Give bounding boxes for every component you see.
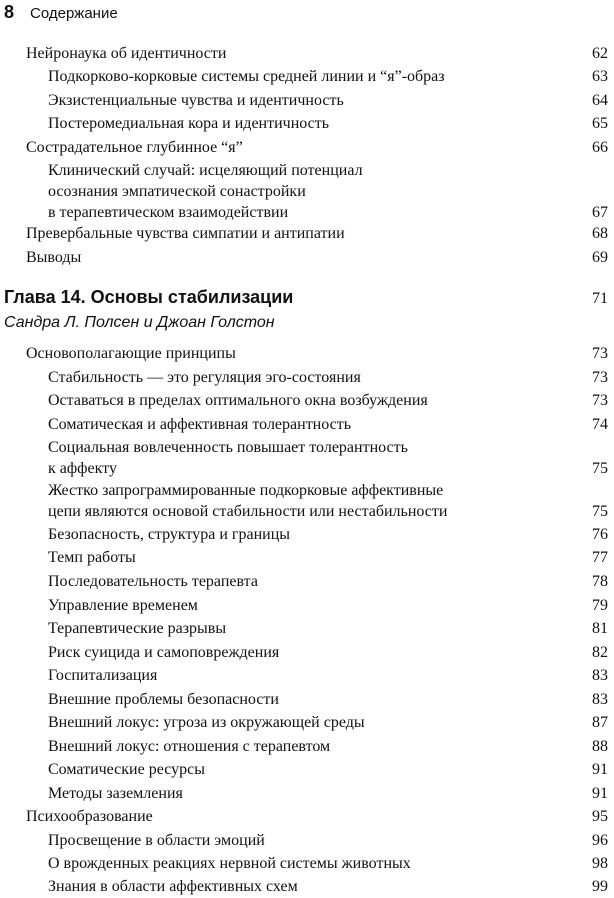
toc-entry-title: Экзистенциальные чувства и идентичность [48, 92, 344, 109]
toc-entry-page: 98 [592, 855, 608, 872]
toc-entry-page: 66 [592, 139, 608, 156]
toc-entry-page: 96 [592, 832, 608, 849]
toc-entry-line: Клинический случай: исцеляющий потенциал [48, 162, 363, 179]
toc-entry-title: Внешние проблемы безопасности [48, 691, 279, 708]
toc-entry-page: 62 [592, 45, 608, 62]
toc-entry [0, 437, 614, 479]
toc-entry-title: Превербальные чувства симпатии и антипатии [26, 225, 345, 242]
toc-entry-title: Просвещение в области эмоций [48, 832, 265, 849]
toc-entry-title [48, 160, 363, 223]
toc-entry-page: 69 [592, 249, 608, 266]
toc-entry-page: 75 [592, 503, 608, 520]
toc-entry-page: 81 [592, 620, 608, 637]
toc-entry-title: Нейронаука об идентичности [26, 45, 227, 62]
toc-entry-page: 67 [592, 204, 608, 221]
toc-entry-line: в терапевтическом взаимодействии [48, 204, 289, 221]
toc-entry [0, 480, 614, 522]
toc-entry-line: осознания эмпатической сонастройки [48, 183, 306, 200]
toc-entry-page: 87 [592, 714, 608, 731]
toc-entry-title: Безопасность, структура и границы [48, 526, 291, 543]
toc-entry-page: 91 [592, 761, 608, 778]
toc-entry-title: Госпитализация [48, 667, 158, 684]
toc-entry-page: 99 [592, 878, 608, 895]
toc-entry-page: 76 [592, 526, 608, 543]
toc-entry-title: Методы заземления [48, 785, 183, 802]
chapter-authors: Сандра Л. Полсен и Джоан Голстон [4, 314, 275, 331]
toc-entry-page: 74 [592, 416, 608, 433]
toc-entry-page: 73 [592, 369, 608, 386]
toc-entry-title: Темп работы [48, 549, 136, 566]
toc-entry-title: Основополагающие принципы [26, 345, 236, 362]
toc-entry-title: Терапевтические разрывы [48, 620, 227, 637]
toc-entry-title: Сострадательное глубинное “я” [26, 139, 243, 156]
toc-entry-line: Социальная вовлеченность повышает толерантность [48, 439, 408, 456]
toc-entry-page: 83 [592, 667, 608, 684]
running-title: Содержание [30, 5, 118, 22]
toc-entry-page: 64 [592, 92, 608, 109]
toc-entry-title: Оставаться в пределах оптимального окна возбуждения [48, 392, 428, 409]
toc-entry-title: Соматическая и аффективная толерантность [48, 416, 352, 433]
toc-entry-title: Стабильность — это регуляция эго-состояния [48, 369, 361, 386]
toc-entry-page: 82 [592, 644, 608, 661]
toc-entry-title: Подкорково-корковые системы средней линии и “я”-образ [48, 68, 445, 85]
chapter-title: Глава 14. Основы стабилизации [4, 287, 294, 307]
toc-entry-line: к аффекту [48, 460, 117, 477]
toc-entry-title: О врожденных реакциях нервной системы животных [48, 855, 411, 872]
toc-entry-page: 77 [592, 549, 608, 566]
toc-entry-title: Последовательность терапевта [48, 573, 258, 590]
chapter-page: 71 [592, 290, 608, 307]
toc-entry-page: 63 [592, 68, 608, 85]
toc-entry-title: Соматические ресурсы [48, 761, 205, 778]
toc-entry-page: 65 [592, 115, 608, 132]
toc-entry-title [48, 480, 447, 522]
toc-entry-page: 91 [592, 785, 608, 802]
toc-entry-title [48, 437, 408, 479]
toc-entry-title: Психообразование [26, 808, 153, 825]
toc-entry-title: Внешний локус: угроза из окружающей среды [48, 714, 365, 731]
toc-entry-title: Риск суицида и самоповреждения [48, 644, 280, 661]
toc-entry-line: цепи являются основой стабильности или нестабильности [48, 503, 448, 520]
toc-entry-page: 83 [592, 691, 608, 708]
toc-entry-page: 68 [592, 225, 608, 242]
toc-entry-title: Выводы [26, 249, 82, 266]
toc-entry-title: Управление временем [48, 597, 198, 614]
page-number: 8 [4, 2, 15, 22]
toc-entry [0, 160, 614, 223]
toc-entry-title: Знания в области аффективных схем [48, 878, 298, 895]
toc-entry-page: 79 [592, 597, 608, 614]
toc-entry-line: Жестко запрограммированные подкорковые аффективные [48, 482, 444, 499]
toc-entry-page: 73 [592, 345, 608, 362]
toc-entry-title: Постеромедиальная кора и идентичность [48, 115, 330, 132]
toc-entry-page: 75 [592, 460, 608, 477]
toc-entry-page: 73 [592, 392, 608, 409]
toc-entry-title: Внешний локус: отношения с терапевтом [48, 738, 331, 755]
toc-entry-page: 78 [592, 573, 608, 590]
toc-entry-page: 88 [592, 738, 608, 755]
toc-entry-page: 95 [592, 808, 608, 825]
